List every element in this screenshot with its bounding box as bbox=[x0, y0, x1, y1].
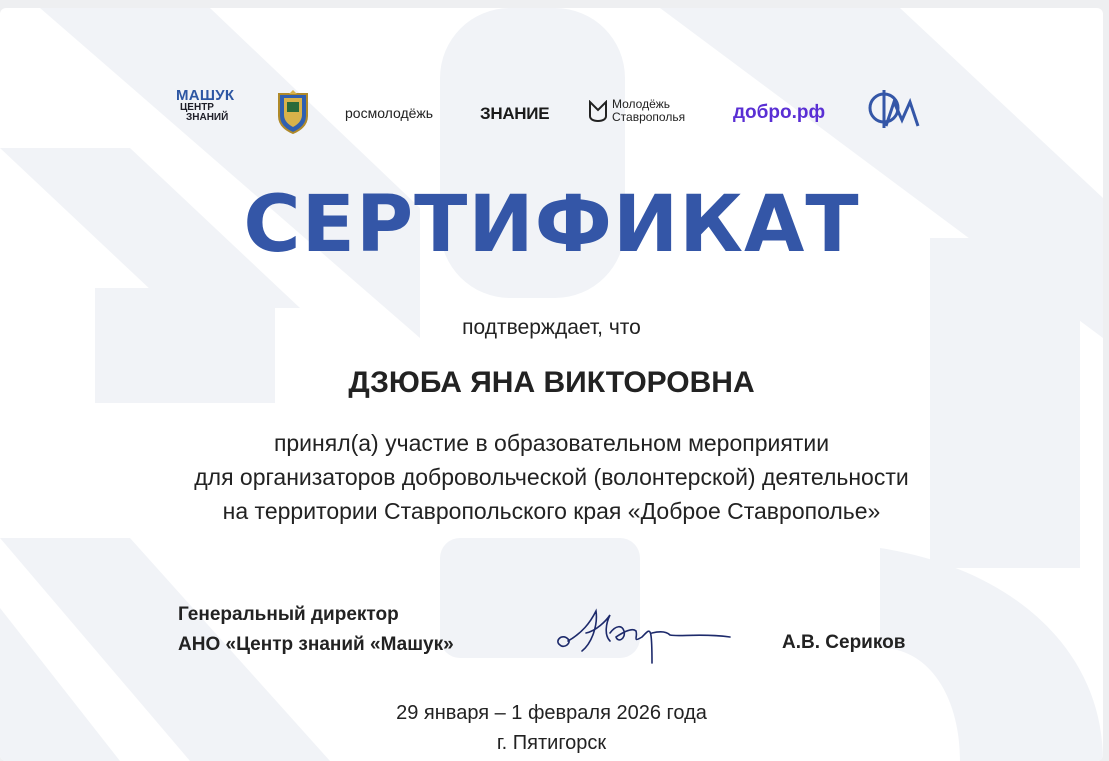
fm-emblem-icon bbox=[866, 88, 920, 130]
signatory-position bbox=[178, 600, 454, 660]
molodezh-stavropolya-logo bbox=[588, 98, 685, 124]
event-dates: 29 января – 1 февраля 2026 года bbox=[396, 702, 707, 724]
mashuk-logo-title: МАШУК bbox=[176, 87, 235, 104]
stavropol-coat-of-arms-icon bbox=[275, 90, 311, 134]
molodezh-logo-line1: Молодёжь bbox=[612, 97, 671, 111]
mashuk-logo-line3: ЗНАНИЙ bbox=[186, 112, 229, 123]
signatory-title: Генеральный директор bbox=[178, 604, 399, 625]
dobro-rf-logo: добро.рф bbox=[733, 102, 826, 123]
certificate-sheet bbox=[0, 8, 1103, 761]
handwritten-signature bbox=[552, 603, 742, 678]
mashuk-logo bbox=[176, 88, 234, 123]
znanie-logo: ЗНАНИЕ bbox=[480, 104, 550, 123]
molodezh-emblem-icon bbox=[588, 100, 608, 122]
mashuk-logo-line2: ЦЕНТР bbox=[180, 102, 214, 113]
confirmation-text: подтверждает, что bbox=[462, 316, 641, 339]
partner-logos bbox=[0, 80, 1103, 140]
certificate-title: СЕРТИФИКАТ bbox=[243, 180, 860, 270]
description-line: принял(а) участие в образовательном мероприятии bbox=[273, 430, 830, 456]
signatory-name: А.В. Сериков bbox=[782, 632, 906, 653]
description-line: для организаторов добровольческой (волонтерской) деятельности bbox=[194, 464, 909, 490]
participation-description bbox=[0, 426, 1103, 528]
event-city: г. Пятигорск bbox=[496, 732, 607, 754]
signatory-organization: АНО «Центр знаний «Машук» bbox=[178, 634, 454, 655]
description-line: на территории Ставропольского края «Доброе Ставрополье» bbox=[222, 498, 881, 524]
rosmolodezh-logo: росмолодёжь bbox=[345, 105, 434, 121]
certificate-footer bbox=[0, 698, 1103, 758]
recipient-name: ДЗЮБА ЯНА ВИКТОРОВНА bbox=[348, 366, 755, 399]
molodezh-logo-line2: Ставрополья bbox=[612, 110, 686, 124]
